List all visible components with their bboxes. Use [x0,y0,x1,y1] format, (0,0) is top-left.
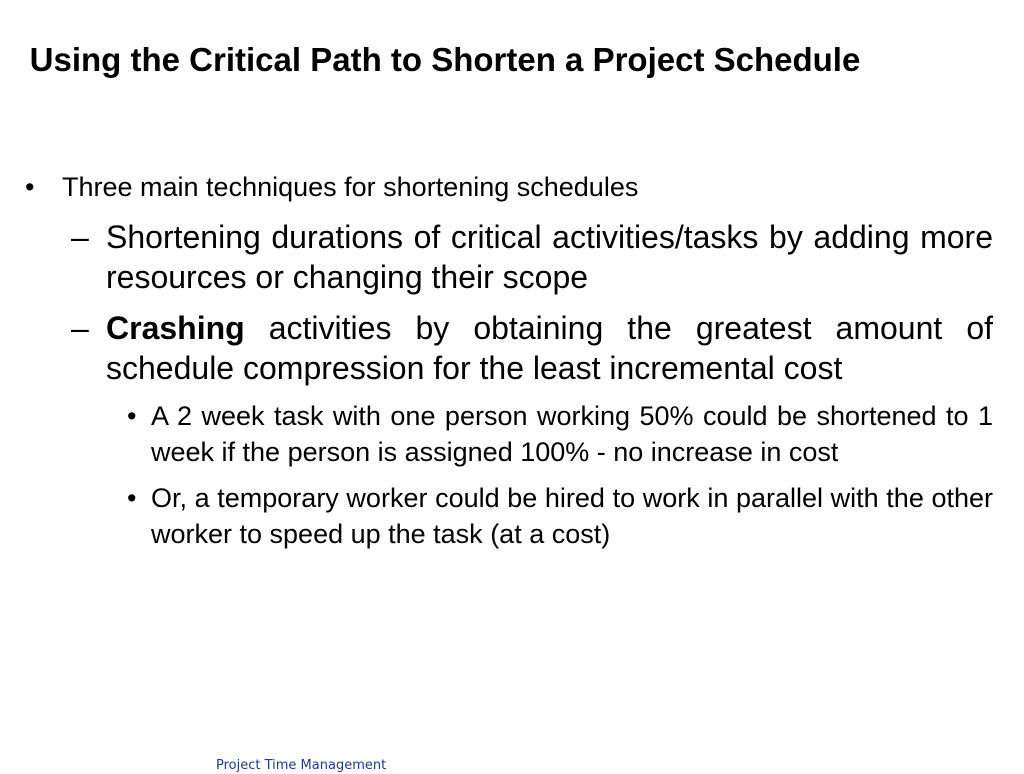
sub-item-crashing [71,308,993,388]
slide-body [0,168,1024,552]
bullet-icon: • [127,483,137,513]
crashing-term: Crashing [106,310,245,346]
bullet-icon: • [25,172,35,202]
subsub-item-example-2-text: Or, a temporary worker could be hired to work in parallel with the other worker to speed up the task (at a cost) [151,483,993,549]
sub-item-shortening-text: Shortening durations of critical activities/tasks by adding more resources or changing their scope [106,219,993,295]
subsub-item-example-1 [127,398,993,470]
slide-footer: Project Time Management [216,758,387,773]
dash-icon: – [71,310,89,346]
bullet-main-text: Three main techniques for shortening schedules [62,172,639,202]
bullet-main [25,168,992,206]
sub-item-shortening [71,217,993,297]
dash-icon: – [71,219,89,255]
bullet-icon: • [127,401,137,431]
sub-item-crashing-text: activities by obtaining the greatest amount of schedule compression for the least incremental cost [106,310,993,386]
subsub-item-example-1-text: A 2 week task with one person working 50% could be shortened to 1 week if the person is assigned 100% - no increase in cost [151,401,993,467]
subsub-item-example-2 [127,480,993,552]
slide-title: Using the Critical Path to Shorten a Project Schedule [29,41,861,78]
